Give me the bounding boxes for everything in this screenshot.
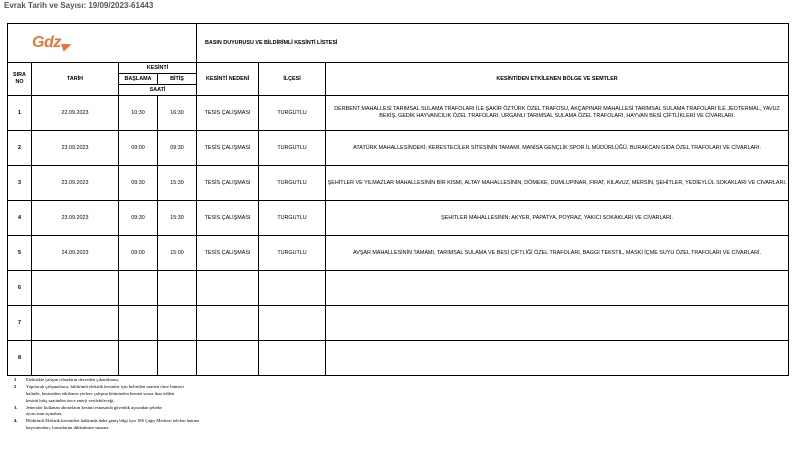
empty-cell: [32, 306, 119, 341]
row-no: 8: [8, 341, 32, 376]
table-row: [8, 236, 789, 271]
header-ilcesi: İLÇESİ: [259, 63, 326, 96]
row-no: 1: [8, 96, 32, 131]
empty-cell: [32, 341, 119, 376]
row-neden: TESİS ÇALIŞMASI: [197, 96, 259, 131]
footnotes: [14, 377, 314, 432]
row-ilce: TURGUTLU: [259, 236, 326, 271]
footnote-text: Bildirimli Elektrik kesintileri hakkında daha geniş bilgi için 186 Çağrı Merkezi telefon hattına: [26, 418, 200, 424]
row-no: 5: [8, 236, 32, 271]
header-sira-no: [8, 63, 32, 96]
table-title-row: [8, 24, 789, 63]
footnote-line: [14, 425, 314, 432]
footnote-number: [14, 398, 26, 405]
empty-cell: [158, 271, 197, 306]
footnote-text: halinde, kesintiden etkilenen yerlere çalışma bitiminden hemen sonra ikaz edilen: [26, 390, 175, 396]
empty-cell: [259, 271, 326, 306]
footnote-line: [14, 411, 314, 418]
row-ilce: TURGUTLU: [259, 201, 326, 236]
footnote-number: [14, 391, 26, 398]
empty-cell: [119, 271, 158, 306]
row-ilce: TURGUTLU: [259, 96, 326, 131]
row-bitis: 15:30: [158, 201, 197, 236]
row-bitis: 16:30: [158, 96, 197, 131]
empty-cell: [259, 306, 326, 341]
footnote-number: 2: [14, 383, 17, 389]
empty-cell: [326, 306, 789, 341]
empty-cell: [197, 271, 259, 306]
row-bolge: AVŞAR MAHALLESİNİN TAMAMI, TARIMSAL SULAMA VE BESİ ÇİFTLİĞİ ÖZEL TRAFOLARI, BAGGİ TEKSTİL, MASKİ İÇME SUYU ÖZEL TRAFOLARI VE CİVARLARI.: [326, 236, 789, 271]
table-row: [8, 96, 789, 131]
header-etkilenen-bolge: KESİNTİDEN ETKİLENEN BÖLGE VE SEMTLER: [326, 63, 789, 96]
footnote-text: Jeneratör kullanan aboneların kesinti esnasında güvenlik açısından şebeke: [26, 404, 163, 410]
empty-cell: [326, 271, 789, 306]
gdz-logo: Gdz: [32, 34, 61, 51]
row-no: 3: [8, 166, 32, 201]
empty-cell: [32, 271, 119, 306]
empty-cell: [158, 341, 197, 376]
header-bitis: BİTİŞ: [158, 74, 197, 85]
row-no: 4: [8, 201, 32, 236]
empty-cell: [326, 341, 789, 376]
footnote-text: kesinti bitiş saatinden önce enerji verilebileceği,: [26, 397, 115, 403]
row-neden: TESİS ÇALIŞMASI: [197, 131, 259, 166]
footnote-line: [14, 418, 314, 425]
row-no: 6: [8, 271, 32, 306]
row-tarih: 24.09.2023: [32, 236, 119, 271]
page-title: BASIN DUYURUSU VE BİLDİRİMLİ KESİNTİ LİSTESİ: [197, 24, 789, 63]
row-baslama: 09:00: [119, 236, 158, 271]
row-neden: TESİS ÇALIŞMASI: [197, 236, 259, 271]
row-baslama: 10:30: [119, 96, 158, 131]
header-sira-no-label: SIRA NO: [13, 72, 26, 85]
empty-cell: [119, 306, 158, 341]
header-kesinti: KESİNTİ: [119, 63, 197, 74]
footnote-text: Elektrikle çalışan cihazların devreden çıkartılması,: [26, 377, 120, 382]
document-reference: Evrak Tarih ve Sayısı: 19/09/2023-61443: [4, 1, 154, 10]
header-kesinti-nedeni: KESİNTİ NEDENİ: [197, 63, 259, 96]
header-row-1: [8, 63, 789, 74]
row-ilce: TURGUTLU: [259, 166, 326, 201]
table-row: [8, 131, 789, 166]
empty-table-row: [8, 341, 789, 376]
row-neden: TESİS ÇALIŞMASI: [197, 201, 259, 236]
footnote-line: [14, 391, 314, 398]
table-row: [8, 166, 789, 201]
empty-table-row: [8, 306, 789, 341]
footnote-line: [14, 384, 314, 391]
row-tarih: 23.09.2023: [32, 131, 119, 166]
empty-table-row: [8, 271, 789, 306]
row-bolge: ŞEHİTLER MAHALLESİNİN; AKYER, PAPATYA, POYRAZ, YAKICI SOKAKLARI VE CİVARLARI.: [326, 201, 789, 236]
outage-table: [7, 23, 789, 376]
row-no: 7: [8, 306, 32, 341]
footnote-text: ayırıcısını açmaları,: [26, 411, 63, 417]
footnote-text: Yapılacak çalışmalarca, bildirimli elektrik kesintisi için belirtilen saatten önce bitmesi: [26, 383, 184, 389]
row-bolge: ŞEHİTLER VE YILMAZLAR MAHALLESİNİN BİR KISMI, ALTAY MAHALLESİNİN; DÖMEKE, DUMLUPINAR, FIRAT, KILAVUZ, MERSİN, ŞEHİTLER, YEDİEYLÜL SOKAKLARI VE CİVARLARI.: [326, 166, 789, 201]
row-bolge: DERBENT MAHALLESİ TARIMSAL SULAMA TRAFOLARI İLE ŞAKİR ÖZTÜRK ÖZEL TRAFOSU, AKÇAPINAR MAHALLESİ TARIMSAL SULAMA TRAFOLARI İLE JEOTERMAL, YAVUZ BEKİŞ, GEDİK HAYVANCILIK ÖZEL TRAFOLARI, URGANLI TARIMSAL SULAMA ÖZEL TRAFOLARI, HAYVAN BESİ ÇİFTLİKLERİ VE CİVARLARI.: [326, 96, 789, 131]
footnote-text: başvurmaları, hususlarını dikkatinize sunarız.: [26, 425, 110, 431]
footnote-number: 4.: [14, 418, 18, 424]
header-baslama: BAŞLAMA: [119, 74, 158, 85]
empty-cell: [197, 306, 259, 341]
row-bolge: ATATÜRK MAHALLESİNDEKİ; KERESTECİLER SİTESİNİN TAMAMI, MANİSA GENÇLİK SPOR İL MÜDÜRLÜĞÜ, BURAKCAN GIDA ÖZEL TRAFOLARI VE CİVARLARI.: [326, 131, 789, 166]
header-tarih: TARİH: [32, 63, 119, 96]
row-bitis: 09:30: [158, 131, 197, 166]
row-ilce: TURGUTLU: [259, 131, 326, 166]
footnote-line: [14, 398, 314, 405]
empty-cell: [259, 341, 326, 376]
footnote-number: [14, 411, 26, 418]
empty-cell: [119, 341, 158, 376]
header-saati: SAATİ: [119, 85, 197, 96]
footnote-line: [14, 377, 314, 384]
row-neden: TESİS ÇALIŞMASI: [197, 166, 259, 201]
footnote-line: [14, 405, 314, 412]
row-no: 2: [8, 131, 32, 166]
row-baslama: 09:30: [119, 201, 158, 236]
row-bitis: 15:00: [158, 236, 197, 271]
row-bitis: 15:30: [158, 166, 197, 201]
row-tarih: 22.09.2023: [32, 96, 119, 131]
row-tarih: 23.09.2023: [32, 201, 119, 236]
row-tarih: 23.09.2023: [32, 166, 119, 201]
empty-cell: [158, 306, 197, 341]
empty-cell: [197, 341, 259, 376]
logo-arrow-icon: [61, 40, 73, 51]
logo-cell: [8, 24, 197, 63]
row-baslama: 09:30: [119, 166, 158, 201]
footnote-number: 1: [14, 377, 17, 382]
footnote-number: [14, 425, 26, 432]
row-baslama: 09:00: [119, 131, 158, 166]
table-row: [8, 201, 789, 236]
footnote-number: 3.: [14, 404, 18, 410]
